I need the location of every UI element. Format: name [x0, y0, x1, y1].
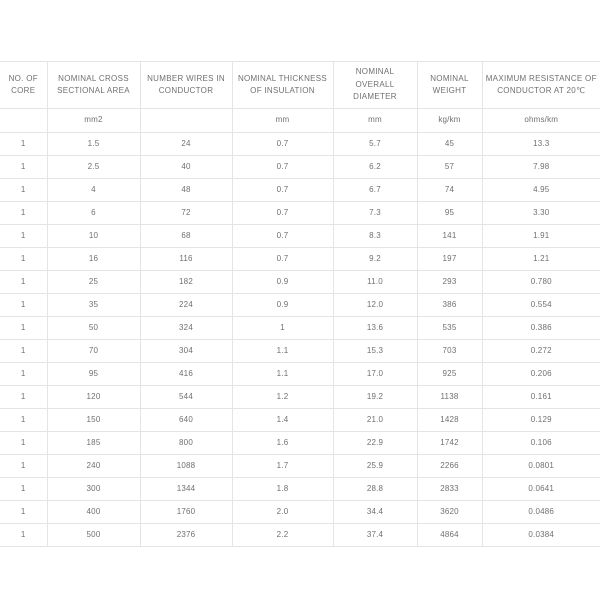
unit-cell: mm [333, 109, 417, 133]
table-body [0, 133, 600, 547]
table-cell: 640 [140, 409, 232, 432]
table-cell: 2.5 [47, 156, 140, 179]
table-cell: 25.9 [333, 455, 417, 478]
table-cell: 21.0 [333, 409, 417, 432]
table-cell: 240 [47, 455, 140, 478]
table-cell: 141 [417, 225, 482, 248]
table-cell: 1 [0, 432, 47, 455]
table-cell: 4864 [417, 524, 482, 547]
table-cell: 416 [140, 363, 232, 386]
table-row [0, 409, 600, 432]
table-row [0, 340, 600, 363]
table-cell: 2266 [417, 455, 482, 478]
table-cell: 45 [417, 133, 482, 156]
table-cell: 2.0 [232, 501, 333, 524]
table-cell: 324 [140, 317, 232, 340]
table-cell: 4.95 [482, 179, 600, 202]
table-cell: 8.3 [333, 225, 417, 248]
table-row [0, 133, 600, 156]
table-cell: 5.7 [333, 133, 417, 156]
cable-spec-table [0, 61, 600, 547]
table-cell: 800 [140, 432, 232, 455]
header-cross-sectional-area: NOMINAL CROSS SECTIONAL AREA [47, 62, 140, 109]
unit-cell: mm2 [47, 109, 140, 133]
table-cell: 48 [140, 179, 232, 202]
table-cell: 1 [0, 317, 47, 340]
table-row [0, 248, 600, 271]
table-cell: 15.3 [333, 340, 417, 363]
table-row [0, 478, 600, 501]
table-cell: 224 [140, 294, 232, 317]
table-cell: 1 [0, 156, 47, 179]
table-cell: 703 [417, 340, 482, 363]
table-cell: 1.7 [232, 455, 333, 478]
table-cell: 40 [140, 156, 232, 179]
table-cell: 13.3 [482, 133, 600, 156]
table-cell: 1 [0, 501, 47, 524]
table-cell: 25 [47, 271, 140, 294]
table-cell: 1.1 [232, 340, 333, 363]
table-cell: 57 [417, 156, 482, 179]
table-cell: 6.2 [333, 156, 417, 179]
table-cell: 1760 [140, 501, 232, 524]
table-cell: 50 [47, 317, 140, 340]
table-cell: 1138 [417, 386, 482, 409]
table-cell: 1 [0, 179, 47, 202]
unit-cell: ohms/km [482, 109, 600, 133]
table-cell: 1 [0, 225, 47, 248]
table-cell: 70 [47, 340, 140, 363]
header-number-wires: NUMBER WIRES IN CONDUCTOR [140, 62, 232, 109]
header-no-of-core: NO. OF CORE [0, 62, 47, 109]
header-max-resistance: MAXIMUM RESISTANCE OF CONDUCTOR AT 20℃ [482, 62, 600, 109]
table-cell: 16 [47, 248, 140, 271]
table-cell: 1.1 [232, 363, 333, 386]
table-row [0, 179, 600, 202]
table-cell: 0.106 [482, 432, 600, 455]
table-cell: 28.8 [333, 478, 417, 501]
table-cell: 0.0384 [482, 524, 600, 547]
table-cell: 1 [0, 455, 47, 478]
table-row [0, 363, 600, 386]
unit-cell [0, 109, 47, 133]
header-insulation-thickness: NOMINAL THICKNESS OF INSULATION [232, 62, 333, 109]
table-cell: 1.91 [482, 225, 600, 248]
table-cell: 2376 [140, 524, 232, 547]
table-cell: 1.4 [232, 409, 333, 432]
table-cell: 386 [417, 294, 482, 317]
table-row [0, 225, 600, 248]
table-cell: 22.9 [333, 432, 417, 455]
table-cell: 0.129 [482, 409, 600, 432]
table-cell: 95 [417, 202, 482, 225]
table-cell: 34.4 [333, 501, 417, 524]
table-cell: 1.8 [232, 478, 333, 501]
table-cell: 1 [0, 133, 47, 156]
table-cell: 1 [0, 524, 47, 547]
unit-cell: mm [232, 109, 333, 133]
table-cell: 68 [140, 225, 232, 248]
table-cell: 12.0 [333, 294, 417, 317]
table-cell: 1344 [140, 478, 232, 501]
table-cell: 0.0486 [482, 501, 600, 524]
table-cell: 7.3 [333, 202, 417, 225]
table-cell: 0.7 [232, 133, 333, 156]
table-cell: 19.2 [333, 386, 417, 409]
header-nominal-weight: NOMINAL WEIGHT [417, 62, 482, 109]
table-cell: 1.2 [232, 386, 333, 409]
table-row [0, 294, 600, 317]
table-row [0, 432, 600, 455]
unit-cell: kg/km [417, 109, 482, 133]
table-cell: 6 [47, 202, 140, 225]
table-row [0, 386, 600, 409]
table-cell: 0.386 [482, 317, 600, 340]
table-cell: 150 [47, 409, 140, 432]
table-cell: 0.7 [232, 248, 333, 271]
table-cell: 1.21 [482, 248, 600, 271]
table-cell: 0.0641 [482, 478, 600, 501]
table-cell: 35 [47, 294, 140, 317]
table-row [0, 524, 600, 547]
table-cell: 0.9 [232, 271, 333, 294]
table-cell: 4 [47, 179, 140, 202]
table-cell: 0.7 [232, 225, 333, 248]
table-row [0, 271, 600, 294]
table-cell: 1 [0, 409, 47, 432]
table-cell: 0.554 [482, 294, 600, 317]
table-cell: 95 [47, 363, 140, 386]
table-row [0, 455, 600, 478]
header-row [0, 62, 600, 109]
table-cell: 197 [417, 248, 482, 271]
table-cell: 400 [47, 501, 140, 524]
table-cell: 0.780 [482, 271, 600, 294]
table-cell: 0.206 [482, 363, 600, 386]
table-cell: 535 [417, 317, 482, 340]
units-row [0, 109, 600, 133]
table-cell: 72 [140, 202, 232, 225]
table-cell: 1 [232, 317, 333, 340]
table-cell: 0.9 [232, 294, 333, 317]
table-cell: 1742 [417, 432, 482, 455]
table-cell: 1088 [140, 455, 232, 478]
table-cell: 185 [47, 432, 140, 455]
table-cell: 3.30 [482, 202, 600, 225]
table-cell: 11.0 [333, 271, 417, 294]
table-row [0, 156, 600, 179]
table-cell: 9.2 [333, 248, 417, 271]
table-cell: 1.6 [232, 432, 333, 455]
table-cell: 1 [0, 340, 47, 363]
table-cell: 116 [140, 248, 232, 271]
table-row [0, 202, 600, 225]
table-cell: 1 [0, 294, 47, 317]
table-cell: 925 [417, 363, 482, 386]
table-cell: 500 [47, 524, 140, 547]
unit-cell [140, 109, 232, 133]
table-cell: 2833 [417, 478, 482, 501]
table-cell: 1 [0, 363, 47, 386]
table-cell: 293 [417, 271, 482, 294]
cable-spec-table-container [0, 61, 600, 547]
table-row [0, 501, 600, 524]
table-cell: 1.5 [47, 133, 140, 156]
table-cell: 0.7 [232, 179, 333, 202]
table-cell: 17.0 [333, 363, 417, 386]
table-cell: 1 [0, 202, 47, 225]
table-cell: 13.6 [333, 317, 417, 340]
table-cell: 7.98 [482, 156, 600, 179]
table-cell: 0.7 [232, 202, 333, 225]
table-cell: 6.7 [333, 179, 417, 202]
table-cell: 0.0801 [482, 455, 600, 478]
table-cell: 10 [47, 225, 140, 248]
table-cell: 120 [47, 386, 140, 409]
table-cell: 3620 [417, 501, 482, 524]
table-cell: 1428 [417, 409, 482, 432]
table-cell: 300 [47, 478, 140, 501]
table-cell: 1 [0, 271, 47, 294]
table-row [0, 317, 600, 340]
table-cell: 0.7 [232, 156, 333, 179]
table-cell: 0.272 [482, 340, 600, 363]
header-overall-diameter: NOMINAL OVERALL DIAMETER [333, 62, 417, 109]
table-cell: 74 [417, 179, 482, 202]
table-cell: 0.161 [482, 386, 600, 409]
table-cell: 2.2 [232, 524, 333, 547]
table-cell: 1 [0, 248, 47, 271]
table-cell: 544 [140, 386, 232, 409]
table-cell: 182 [140, 271, 232, 294]
table-cell: 37.4 [333, 524, 417, 547]
table-cell: 24 [140, 133, 232, 156]
table-cell: 1 [0, 478, 47, 501]
table-cell: 304 [140, 340, 232, 363]
table-cell: 1 [0, 386, 47, 409]
